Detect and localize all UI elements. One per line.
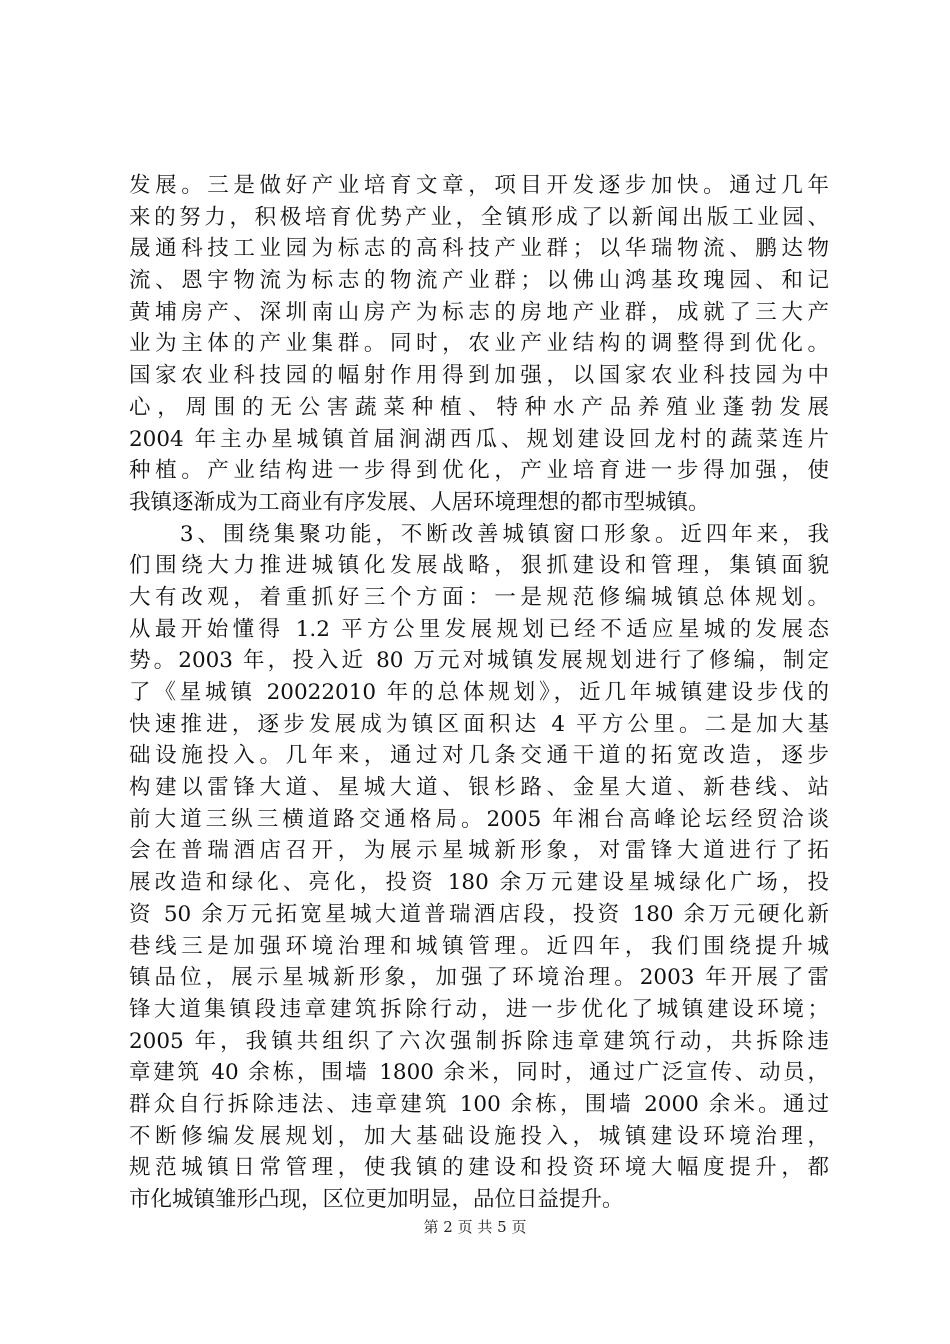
text-line: 群众自行拆除违法、违章建筑 100 余栋，围墙 2000 余米。通过: [129, 1091, 829, 1117]
text-line: 展改造和绿化、亮化，投资 180 余万元建设星城绿化广场，投: [129, 870, 829, 896]
text-line: 锋大道集镇段违章建筑拆除行动，进一步优化了城镇建设环境；: [129, 996, 829, 1022]
text-line: 了《星城镇 20022010 年的总体规划》，近几年城镇建设步伐的: [129, 680, 829, 705]
text-line: 种植。产业结构进一步得到优化，产业培育进一步得加强，使: [129, 458, 829, 484]
text-line: 我镇逐渐成为工商业有序发展、人居环境理想的都市型城镇。: [129, 489, 710, 515]
page-number-footer: 第 2 页 共 5 页: [423, 1218, 527, 1236]
text-line: 会在普瑞酒店召开，为展示星城新形象，对雷锋大道进行了拓: [129, 838, 829, 864]
text-line: 镇品位，展示星城新形象，加强了环境治理。2003 年开展了雷: [129, 965, 829, 991]
text-line: 市化城镇雏形凸现，区位更加明显，品位日益提升。: [129, 1187, 624, 1212]
text-line: 2004 年主办星城镇首届涧湖西瓜、规划建设回龙村的蔬菜连片: [129, 426, 829, 452]
text-line: 巷线三是加强环境治理和城镇管理。近四年，我们围绕提升城: [129, 933, 829, 959]
text-line: 们围绕大力推进城镇化发展战略，狠抓建设和管理，集镇面貌: [129, 553, 829, 579]
text-line: 发展。三是做好产业培育文章，项目开发逐步加快。通过几年: [129, 173, 829, 198]
text-line: 资 50 余万元拓宽星城大道普瑞酒店段，投资 180 余万元硬化新: [129, 901, 829, 927]
text-line: 构建以雷锋大道、星城大道、银杉路、金星大道、新巷线、站: [129, 775, 829, 801]
text-line: 势。2003 年，投入近 80 万元对城镇发展规划进行了修编，制定: [129, 648, 829, 674]
text-line: 晟通科技工业园为标志的高科技产业群；以华瑞物流、鹏达物: [129, 236, 829, 262]
text-line: 章建筑 40 余栋，围墙 1800 余米，同时，通过广泛宣传、动员，: [129, 1060, 829, 1086]
text-line: 大有改观，着重抓好三个方面：一是规范修编城镇总体规划。: [129, 584, 829, 610]
text-line: 前大道三纵三横道路交通格局。2005 年湘台高峰论坛经贸洽谈: [129, 806, 829, 832]
text-line: 础设施投入。几年来，通过对几条交通干道的拓宽改造，逐步: [129, 743, 829, 769]
text-line: 3、围绕集聚功能，不断改善城镇窗口形象。近四年来，我: [129, 521, 829, 547]
text-line: 黄埔房产、深圳南山房产为标志的房地产业群，成就了三大产: [129, 299, 829, 325]
text-line: 心，周围的无公害蔬菜种植、特种水产品养殖业蓬勃发展: [129, 394, 829, 420]
text-line: 规范城镇日常管理，使我镇的建设和投资环境大幅度提升，都: [129, 1155, 829, 1181]
text-line: 来的努力，积极培育优势产业，全镇形成了以新闻出版工业园、: [129, 204, 829, 230]
text-line: 2005 年，我镇共组织了六次强制拆除违章建筑行动，共拆除违: [129, 1028, 829, 1054]
body-text: [129, 170, 829, 1216]
text-line: 业为主体的产业集群。同时，农业产业结构的调整得到优化。: [129, 331, 829, 357]
text-line: 不断修编发展规划，加大基础设施投入，城镇建设环境治理，: [129, 1123, 829, 1149]
text-line: 快速推进，逐步发展成为镇区面积达 4 平方公里。二是加大基: [129, 711, 829, 737]
text-line: 从最开始懂得 1.2 平方公里发展规划已经不适应星城的发展态: [129, 616, 829, 642]
text-line: 国家农业科技园的幅射作用得到加强，以国家农业科技园为中: [129, 363, 829, 389]
text-line: 流、恩宇物流为标志的物流产业群；以佛山鸿基玫瑰园、和记: [129, 268, 829, 294]
